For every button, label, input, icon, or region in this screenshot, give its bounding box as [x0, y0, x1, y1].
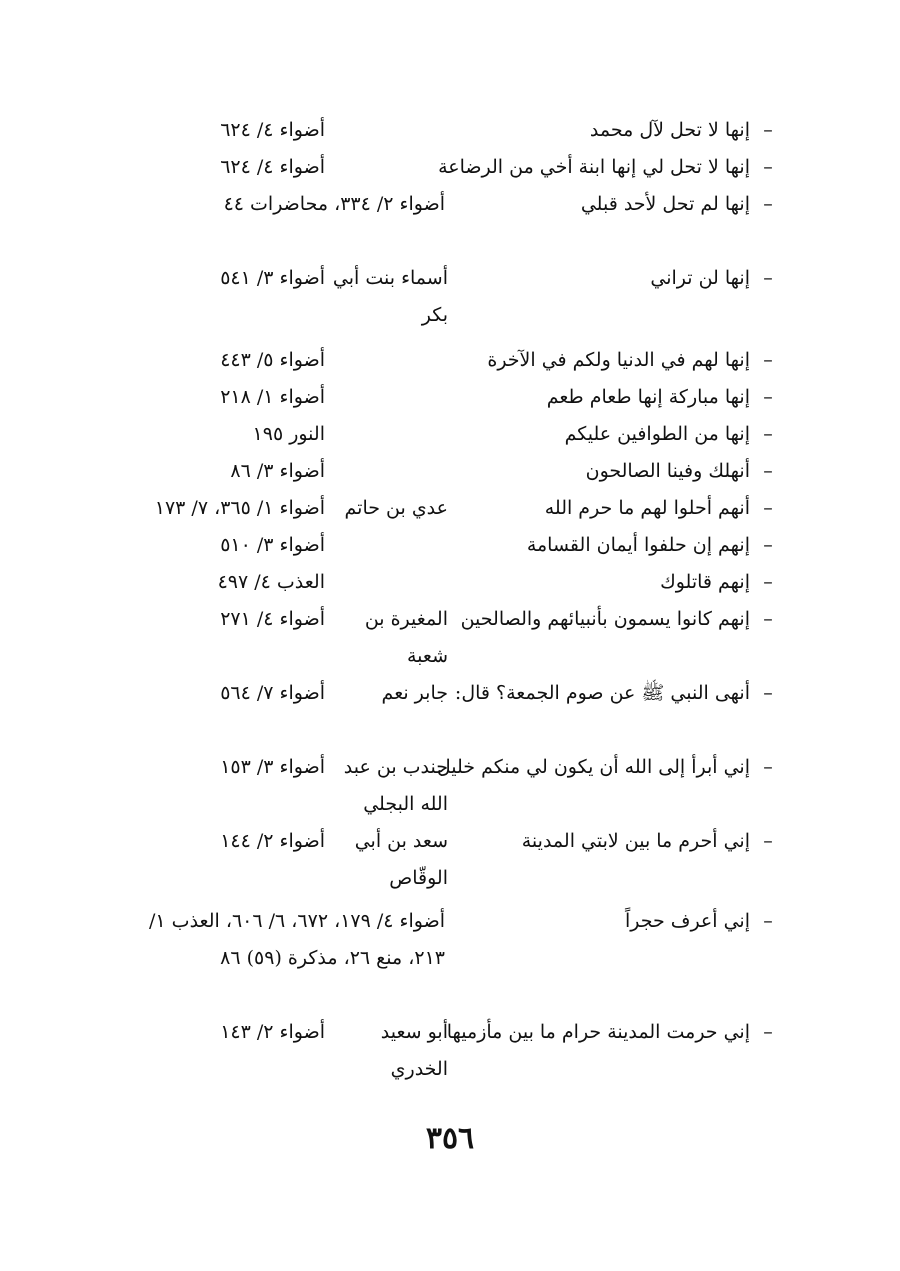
reference-text: أضواء ٤/ ٢٧١: [220, 608, 325, 630]
hadith-text: أنهلك وفينا الصالحون: [585, 460, 750, 482]
narrator-name: أسماء بنت أبي بكر: [332, 267, 448, 326]
index-entry: [0, 186, 900, 260]
reference-text: أضواء ٧/ ٥٦٤: [220, 682, 325, 704]
hadith-text: أنهم أحلوا لهم ما حرم الله: [544, 497, 750, 519]
narrator-name: جابر نعم: [381, 682, 448, 704]
index-entry: [0, 749, 900, 823]
entry-dash: –: [763, 756, 773, 778]
index-entry: [0, 527, 900, 564]
reference-text: أضواء ٢/ ١٤٣: [220, 1021, 325, 1043]
reference-text: أضواء ٤/ ٦٢٤: [220, 156, 325, 178]
reference-text: أضواء ٤/ ٦٢٤: [220, 119, 325, 141]
reference-text: أضواء ١/ ٣٦٥، ٧/ ١٧٣: [154, 497, 325, 519]
index-entry: [0, 379, 900, 416]
hadith-text: إنها مباركة إنها طعام طعم: [546, 386, 750, 408]
entry-dash: –: [763, 910, 773, 932]
entry-dash: –: [763, 534, 773, 556]
narrator-name: أبو سعيد الخدري: [380, 1021, 448, 1080]
reference-text: أضواء ١/ ٢١٨: [220, 386, 325, 408]
hadith-text: إنهم قاتلوك: [660, 571, 750, 593]
index-entry: [0, 342, 900, 379]
entry-dash: –: [763, 267, 773, 289]
hadith-text: إني أبرأ إلى الله أن يكون لي منكم خليل: [436, 756, 750, 778]
entry-dash: –: [763, 193, 773, 215]
hadith-text: إنها من الطوافين عليكم: [564, 423, 750, 445]
hadith-text: إنها لا تحل لآل محمد: [589, 119, 750, 141]
entry-dash: –: [763, 608, 773, 630]
hadith-text: إنها لم تحل لأحد قبلي: [580, 193, 750, 215]
index-entry: [0, 903, 900, 1014]
entry-dash: –: [763, 423, 773, 445]
reference-text: النور ١٩٥: [252, 423, 325, 445]
reference-text: أضواء ٢/ ٣٣٤، محاضرات ٤٤: [223, 193, 445, 215]
reference-text: أضواء ٣/ ٥٤١: [220, 267, 325, 289]
reference-text: أضواء ٣/ ١٥٣: [220, 756, 325, 778]
entry-dash: –: [763, 1021, 773, 1043]
index-entry: [0, 675, 900, 749]
entry-dash: –: [763, 571, 773, 593]
reference-text: أضواء ٥/ ٤٤٣: [220, 349, 325, 371]
hadith-text: إنهم كانوا يسمون بأنبيائهم والصالحين: [460, 608, 750, 630]
hadith-text: أنهى النبي ﷺ عن صوم الجمعة؟ قال:: [454, 682, 750, 704]
reference-text: العذب ٤/ ٤٩٧: [217, 571, 325, 593]
entry-dash: –: [763, 349, 773, 371]
index-entry: [0, 823, 900, 903]
entry-dash: –: [763, 497, 773, 519]
narrator-name: عدي بن حاتم: [344, 497, 448, 519]
index-entry: [0, 416, 900, 453]
hadith-text: إنها لا تحل لي إنها ابنة أخي من الرضاعة: [438, 156, 750, 178]
hadith-index-list: [0, 112, 900, 1088]
reference-text: أضواء ٢/ ١٤٤: [220, 830, 325, 852]
entry-dash: –: [763, 830, 773, 852]
hadith-text: إنهم إن حلفوا أيمان القسامة: [526, 534, 750, 556]
entry-dash: –: [763, 119, 773, 141]
index-entry: [0, 564, 900, 601]
hadith-text: إنها لهم في الدنيا ولكم في الآخرة: [487, 349, 750, 371]
index-entry: [0, 149, 900, 186]
entry-dash: –: [763, 386, 773, 408]
index-entry: [0, 1014, 900, 1088]
index-entry: [0, 601, 900, 675]
entry-dash: –: [763, 682, 773, 704]
hadith-text: إني أحرم ما بين لابتي المدينة: [521, 830, 750, 852]
hadith-text: إني حرمت المدينة حرام ما بين مأزميها: [446, 1021, 750, 1043]
index-entry: [0, 112, 900, 149]
narrator-name: المغيرة بن شعبة: [364, 608, 448, 667]
index-entry: [0, 490, 900, 527]
hadith-text: إني أعرف حجراً: [624, 910, 750, 932]
reference-text: أضواء ٣/ ٨٦: [230, 460, 325, 482]
hadith-text: إنها لن تراني: [650, 267, 750, 289]
index-entry: [0, 260, 900, 342]
narrator-name: جندب بن عبد الله البجلي: [343, 756, 448, 815]
reference-text: أضواء ٤/ ١٧٩، ٦٧٢، ٦/ ٦٠٦، العذب ١/ ٢١٣، منع ٢٦، مذكرة (٥٩) ٨٦: [149, 910, 445, 969]
narrator-name: سعد بن أبي الوقّاص: [354, 830, 448, 889]
entry-dash: –: [763, 460, 773, 482]
entry-dash: –: [763, 156, 773, 178]
index-entry: [0, 453, 900, 490]
reference-text: أضواء ٣/ ٥١٠: [220, 534, 325, 556]
page-number: ٣٥٦: [425, 1121, 475, 1156]
